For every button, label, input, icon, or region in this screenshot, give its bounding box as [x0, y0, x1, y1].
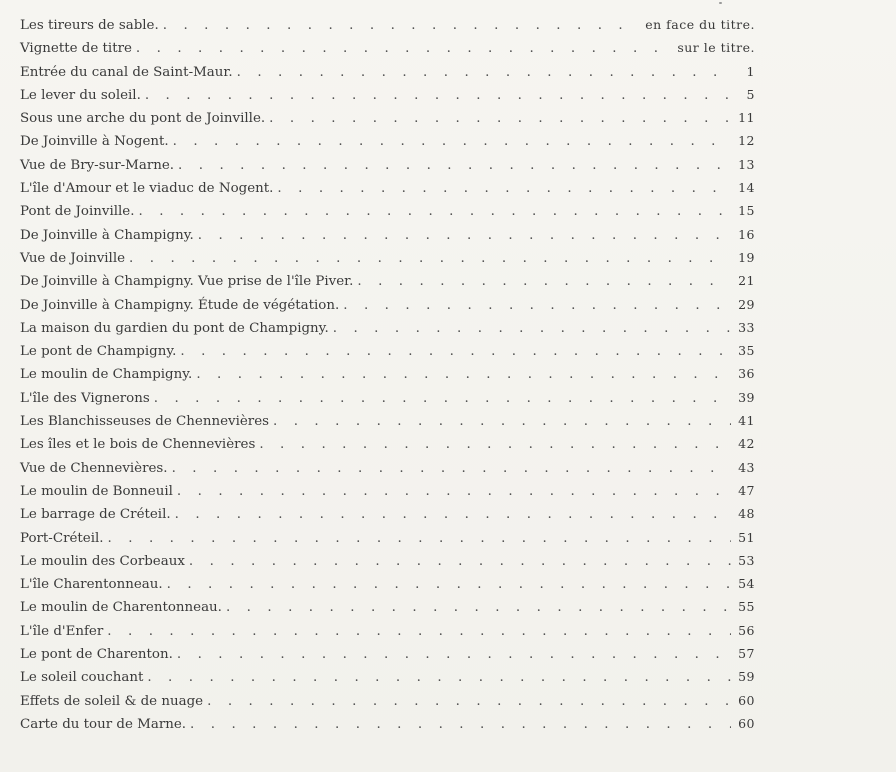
toc-entry: [20, 530, 755, 553]
toc-entry-title: Le pont de Charenton.: [20, 647, 173, 663]
toc-entry-title: Vignette de titre: [20, 41, 132, 57]
dot-leader: [145, 88, 731, 103]
dot-leader: [107, 624, 731, 639]
toc-entry: [20, 576, 755, 599]
dot-leader: [343, 298, 731, 313]
toc-entry: [20, 17, 755, 40]
dot-leader: [269, 111, 731, 126]
toc-entry-title: Le moulin de Charentonneau.: [20, 600, 222, 616]
toc-entry: [20, 40, 755, 63]
dot-leader: [333, 321, 731, 336]
toc-entry-title: Le lever du soleil.: [20, 87, 141, 103]
toc-entry-page: 42: [738, 436, 755, 452]
dot-leader: [259, 437, 731, 452]
dot-leader: [108, 531, 731, 546]
toc-entry-page: 1: [746, 63, 755, 79]
toc-entry-title: Le moulin de Champigny.: [20, 367, 193, 383]
dot-leader: [175, 507, 731, 522]
toc-entry-page: 15: [738, 203, 755, 219]
toc-entry: [20, 506, 755, 529]
toc-entry-title: De Joinville à Champigny. Vue prise de l'île Piver.: [20, 274, 354, 290]
dot-leader: [154, 391, 731, 406]
toc-entry-title: Sous une arche du pont de Joinville.: [20, 111, 266, 127]
toc-entry-page: 43: [738, 459, 755, 475]
toc-entry-title: Le pont de Champigny.: [20, 344, 177, 360]
toc-entry: [20, 669, 755, 692]
toc-entry-page: 53: [738, 552, 755, 568]
toc-entry-page: 60: [738, 715, 755, 731]
toc-entry-page: 39: [738, 389, 755, 405]
toc-entry: [20, 693, 755, 716]
toc-entry-title: L'île des Vignerons: [20, 390, 150, 406]
toc-entry-page: 47: [738, 482, 755, 498]
dot-leader: [172, 461, 731, 476]
dot-leader: [178, 158, 731, 173]
toc-entry: [20, 646, 755, 669]
toc-entry: [20, 133, 755, 156]
dot-leader: [277, 181, 731, 196]
dot-leader: [163, 18, 639, 33]
toc-entry-page: 41: [738, 413, 755, 429]
toc-entry: [20, 343, 755, 366]
toc-entry-page: 56: [738, 622, 755, 638]
toc-entry: [20, 390, 755, 413]
toc-entry-page: 59: [738, 669, 755, 685]
toc-entry: [20, 716, 755, 739]
dot-leader: [180, 344, 731, 359]
toc-entry-title: Les Blanchisseuses de Chennevières: [20, 414, 269, 430]
dot-leader: [273, 414, 731, 429]
dot-leader: [226, 600, 731, 615]
toc-entry-page: 11: [738, 110, 755, 126]
dot-leader: [136, 41, 671, 56]
dot-leader: [173, 134, 731, 149]
toc-entry-title: Pont de Joinville.: [20, 204, 135, 220]
toc-entry: [20, 320, 755, 343]
toc-entry-page: 33: [738, 319, 755, 335]
toc-entry-title: Port-Créteil.: [20, 530, 104, 546]
toc-entry-page: 13: [738, 156, 755, 172]
toc-entry-title: L'île Charentonneau.: [20, 577, 163, 593]
paper-speck: [719, 2, 722, 4]
dot-leader: [237, 65, 731, 80]
toc-entry-page: 19: [738, 249, 755, 265]
dot-leader: [129, 251, 731, 266]
dot-leader: [207, 694, 731, 709]
toc-entry: [20, 203, 755, 226]
toc-entry: [20, 460, 755, 483]
toc-entry-title: Vue de Bry-sur-Marne.: [20, 157, 175, 173]
toc-entry-title: Les tireurs de sable.: [20, 18, 159, 33]
toc-entry: [20, 227, 755, 250]
toc-entry-page: 51: [738, 529, 755, 545]
toc-entry-title: Les îles et le bois de Chennevières: [20, 437, 256, 453]
toc-entry-page: 57: [738, 646, 755, 662]
dot-leader: [147, 670, 731, 685]
toc-entry-page: 55: [738, 599, 755, 615]
dot-leader: [138, 204, 731, 219]
dot-leader: [190, 717, 731, 732]
toc-entry: [20, 599, 755, 622]
toc-entry: [20, 87, 755, 110]
toc-entry: [20, 436, 755, 459]
dot-leader: [357, 274, 731, 289]
dot-leader: [196, 367, 731, 382]
toc-entry-title: Vue de Joinville: [20, 250, 126, 266]
toc-entry-page: 54: [738, 576, 755, 592]
toc-entry-title: La maison du gardien du pont de Champigny.: [20, 320, 329, 336]
toc-entry-page: 21: [738, 273, 755, 289]
toc-entry: [20, 64, 755, 87]
toc-entry: [20, 366, 755, 389]
toc-entry-title: Effets de soleil & de nuage: [20, 693, 204, 709]
toc-entry-title: Le barrage de Créteil.: [20, 507, 171, 523]
dot-leader: [167, 577, 731, 592]
toc-entry: [20, 273, 755, 296]
toc-entry-title: De Joinville à Champigny.: [20, 227, 194, 243]
toc-entry-title: Le moulin de Bonneuil: [20, 483, 173, 499]
toc-entry: [20, 250, 755, 273]
toc-entry-page: 29: [738, 296, 755, 312]
dot-leader: [177, 647, 731, 662]
toc-entry: [20, 297, 755, 320]
toc-entry-page: sur le titre.: [677, 40, 755, 56]
toc-entry-title: De Joinville à Champigny. Étude de végétation.: [20, 297, 340, 313]
toc-entry-page: 14: [738, 180, 755, 196]
toc-entry-page: 16: [738, 226, 755, 242]
toc-entry: [20, 180, 755, 203]
toc-entry-title: Le soleil couchant: [20, 670, 144, 686]
toc-entry-page: 35: [738, 343, 755, 359]
toc-entry-title: Entrée du canal de Saint-Maur.: [20, 64, 233, 80]
toc-entry-title: Carte du tour de Marne.: [20, 716, 187, 732]
toc-entry-page: 48: [738, 506, 755, 522]
toc-entry: [20, 110, 755, 133]
dot-leader: [189, 554, 731, 569]
toc-entry-page: 12: [738, 133, 755, 149]
toc-entry: [20, 483, 755, 506]
toc-entry-page: 36: [738, 366, 755, 382]
dot-leader: [177, 484, 731, 499]
toc-entry: [20, 157, 755, 180]
toc-entry-title: L'île d'Amour et le viaduc de Nogent.: [20, 181, 274, 197]
dot-leader: [198, 228, 731, 243]
toc-entry-page: 5: [746, 86, 755, 102]
toc-entry: [20, 623, 755, 646]
toc-entry: [20, 413, 755, 436]
toc-entry: [20, 553, 755, 576]
toc-entry-title: Vue de Chennevières.: [20, 460, 168, 476]
toc-entry-title: De Joinville à Nogent.: [20, 134, 169, 150]
toc-entry-page: en face du titre.: [645, 17, 755, 32]
toc-entry-title: Le moulin des Corbeaux: [20, 553, 185, 569]
table-of-contents: [20, 17, 755, 739]
toc-entry-page: 60: [738, 692, 755, 708]
toc-entry-title: L'île d'Enfer: [20, 623, 104, 639]
